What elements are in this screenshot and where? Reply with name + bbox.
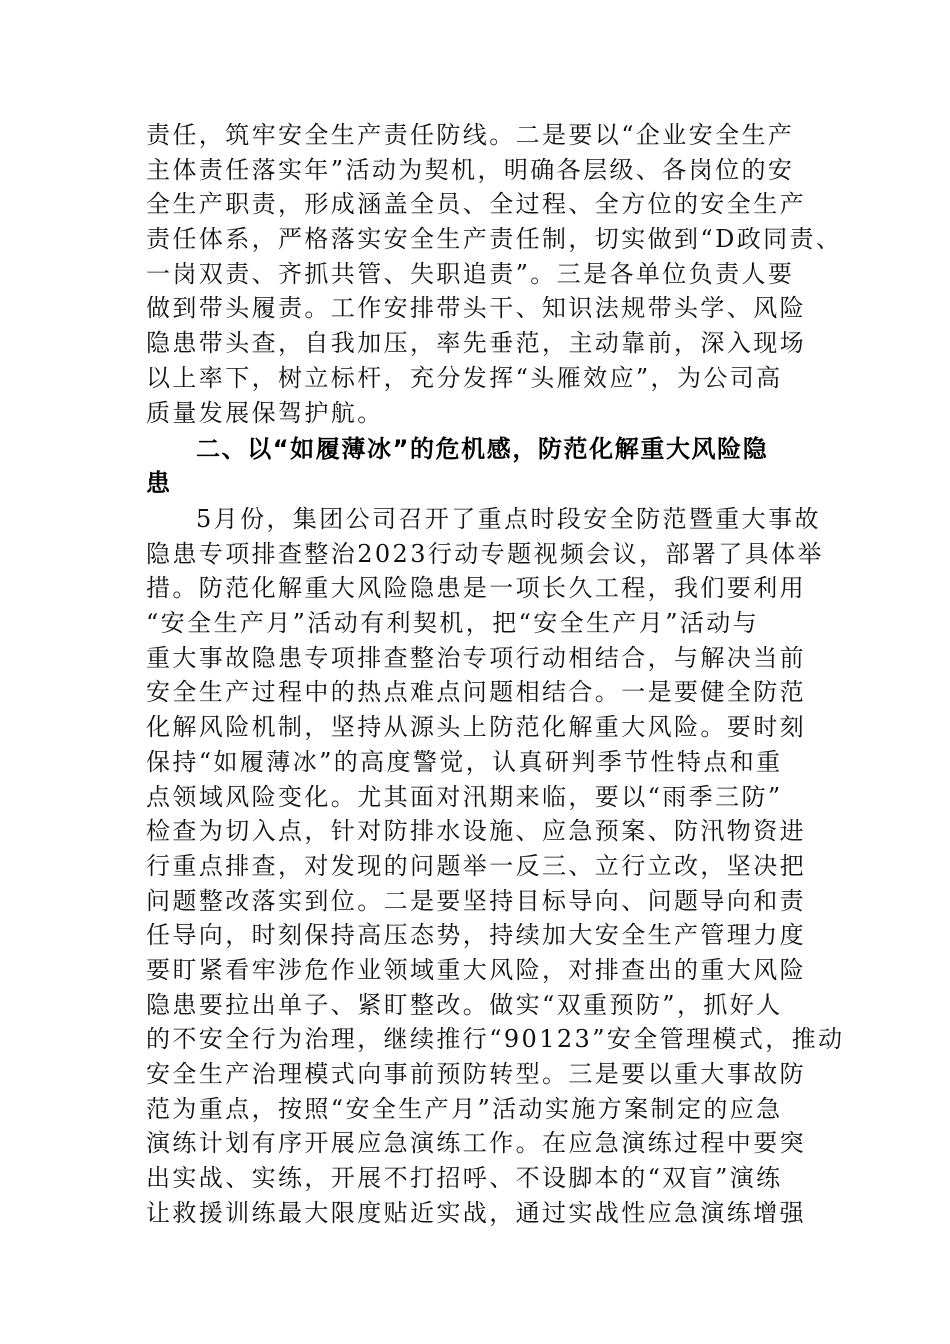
paragraph-continuation <box>146 118 843 430</box>
text-line: 保持“如履薄冰”的高度警觉，认真研判季节性特点和重 <box>146 747 783 776</box>
text-line: 问题整改落实到位。二是要坚持目标导向、问题导向和责 <box>146 886 806 915</box>
heading-line: 患 <box>146 469 172 497</box>
text-line: 演练计划有序开展应急演练工作。在应急演练过程中要突 <box>146 1129 806 1158</box>
text-line: 出实战、实练，开展不打招呼、不设脚本的“双盲”演练 <box>146 1164 783 1193</box>
text-line: 以上率下，树立标杆，充分发挥“头雁效应”，为公司高 <box>146 363 783 392</box>
text-line: 措。防范化解重大风险隐患是一项长久工程，我们要利用 <box>146 574 806 603</box>
text-line: 隐患专项排查整治2023行动专题视频会议，部署了具体举 <box>146 539 824 568</box>
paragraph-main <box>146 502 845 1230</box>
text-line: 要盯紧看牢涉危作业领域重大风险，对排查出的重大风险 <box>146 955 806 984</box>
text-line: 做到带头履责。工作安排带头干、知识法规带头学、风险 <box>146 294 806 323</box>
text-line: 安全生产过程中的热点难点问题相结合。一是要健全防范 <box>146 678 806 707</box>
text-line: “安全生产月”活动有利契机，把“安全生产月”活动与 <box>146 609 760 638</box>
text-line: 责任，筑牢安全生产责任防线。二是要以“企业安全生产 <box>146 121 795 149</box>
text-line: 任导向，时刻保持高压态势，持续加大安全生产管理力度 <box>146 921 806 950</box>
text-line: 的不安全行为治理，继续推行“90123”安全管理模式，推动 <box>146 1025 845 1054</box>
text-line: 质量发展保驾护航。 <box>146 398 384 427</box>
text-line: 行重点排查，对发现的问题举一反三、立行立改，坚决把 <box>146 851 806 880</box>
text-line: 责任体系，严格落实安全生产责任制，切实做到“D政同责、 <box>146 225 843 254</box>
text-line: 检查为切入点，针对防排水设施、应急预案、防汛物资进 <box>146 817 806 846</box>
text-line: 让救援训练最大限度贴近实战，通过实战性应急演练增强 <box>146 1198 806 1227</box>
heading-line: 二、以“如履薄冰”的危机感，防范化解重大风险隐 <box>196 435 769 463</box>
text-line: 隐患要拉出单子、紧盯整改。做实“双重预防”，抓好人 <box>146 990 783 1019</box>
text-line: 主体责任落实年”活动为契机，明确各层级、各岗位的安 <box>146 155 795 184</box>
text-line: 范为重点，按照“安全生产月”活动实施方案制定的应急 <box>146 1094 783 1123</box>
text-line: 安全生产治理模式向事前预防转型。三是要以重大事故防 <box>146 1060 806 1088</box>
text-line: 5月份，集团公司召开了重点时段安全防范暨重大事故 <box>196 505 821 533</box>
text-line: 点领域风险变化。尤其面对汛期来临，要以“雨季三防” <box>146 782 783 811</box>
text-line: 全生产职责，形成涵盖全员、全过程、全方位的安全生产 <box>146 190 806 219</box>
text-line: 化解风险机制，坚持从源头上防范化解重大风险。要时刻 <box>146 713 806 742</box>
text-line: 重大事故隐患专项排查整治专项行动相结合，与解决当前 <box>146 643 806 672</box>
section-heading <box>146 432 826 500</box>
text-line: 一岗双责、齐抓共管、失职追责”。三是各单位负责人要 <box>146 259 795 288</box>
text-line: 隐患带头查，自我加压，率先垂范，主动靠前，深入现场 <box>146 329 806 358</box>
